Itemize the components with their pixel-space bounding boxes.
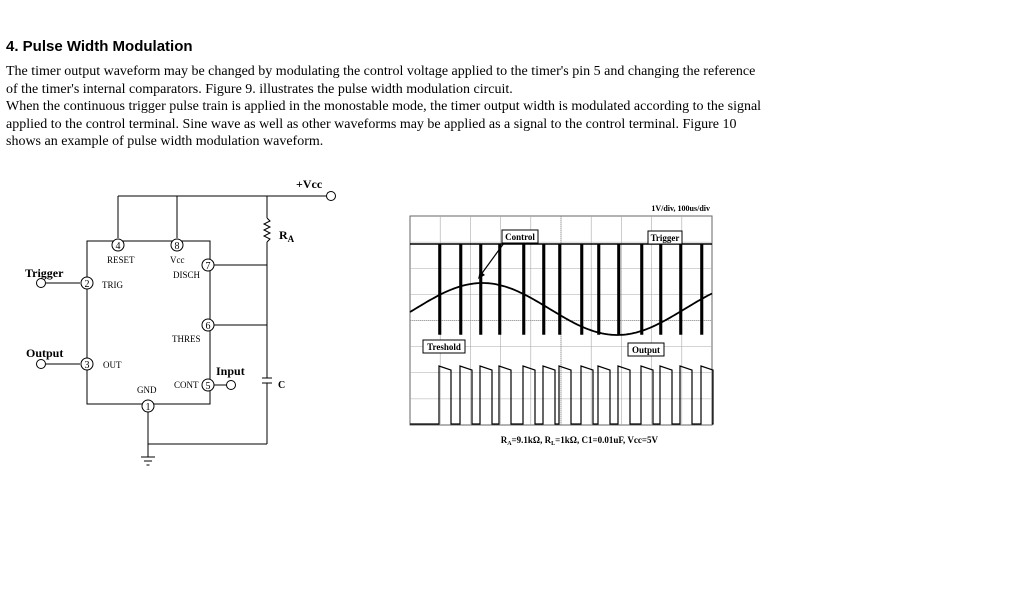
pin-number: 7 xyxy=(205,261,211,272)
scope-caption: $R_A=9.1k\Omega$, $R_L=1k\Omega$, C1=0.01uF, Vcc=5V xyxy=(500,435,658,447)
pin-label-thres: THRES xyxy=(172,334,201,344)
pin-label-disch: DISCH xyxy=(173,270,201,280)
pwm-circuit-diagram xyxy=(0,170,360,480)
paragraph-2: When the continuous trigger pulse train is applied in the monostable mode, the timer output width is modulated according to the signal applied to the control terminal. Sine wave as well as other waveforms may be applied as a signal to the control terminal. Figure 10 shows an example of pulse width modulation waveform. xyxy=(6,99,762,149)
output-label: Output xyxy=(631,345,661,355)
pin-number: 2 xyxy=(84,279,90,290)
scope-screen xyxy=(410,216,713,425)
pin-label-gnd: GND xyxy=(137,385,157,395)
ground-icon xyxy=(141,457,155,465)
section-heading: 4. Pulse Width Modulation xyxy=(6,38,193,55)
paragraph-1: The timer output waveform may be changed by modulating the control voltage applied to the timer's pin 5 and changing the reference of the timer's internal comparators. Figure 9. illustrates the pulse width modulation circuit. xyxy=(6,64,756,97)
pin-number: 6 xyxy=(205,321,211,332)
output-terminal xyxy=(37,360,46,369)
pin-number: 4 xyxy=(115,241,121,252)
pin-label-reset: RESET xyxy=(107,255,135,265)
threshold-label: Treshold xyxy=(427,342,461,352)
pin-number: 8 xyxy=(174,241,180,252)
input-terminal xyxy=(227,381,236,390)
pin-label-out: OUT xyxy=(103,360,122,370)
resistor-ra xyxy=(264,218,270,242)
pin-number: 1 xyxy=(145,402,151,413)
resistor-label: $R_A$ xyxy=(279,228,295,244)
input-label: Input xyxy=(216,364,245,378)
trigger-label: Trigger xyxy=(650,233,680,243)
pin-number: 3 xyxy=(84,360,90,371)
pin-number: 5 xyxy=(205,381,211,392)
output-label: Output xyxy=(26,346,64,360)
pin-label-cont: CONT xyxy=(174,380,199,390)
control-label: Control xyxy=(505,232,535,242)
pin-label-vcc: Vcc xyxy=(170,255,185,265)
pin-label-trig: TRIG xyxy=(102,280,123,290)
capacitor-label: C xyxy=(278,380,286,391)
vcc-label: +Vcc xyxy=(296,177,323,191)
trigger-label: Trigger xyxy=(25,266,64,280)
scope-scale-label: 1V/div, 100us/div xyxy=(651,204,710,213)
pwm-waveform-plot xyxy=(400,198,720,450)
vcc-terminal xyxy=(327,192,336,201)
